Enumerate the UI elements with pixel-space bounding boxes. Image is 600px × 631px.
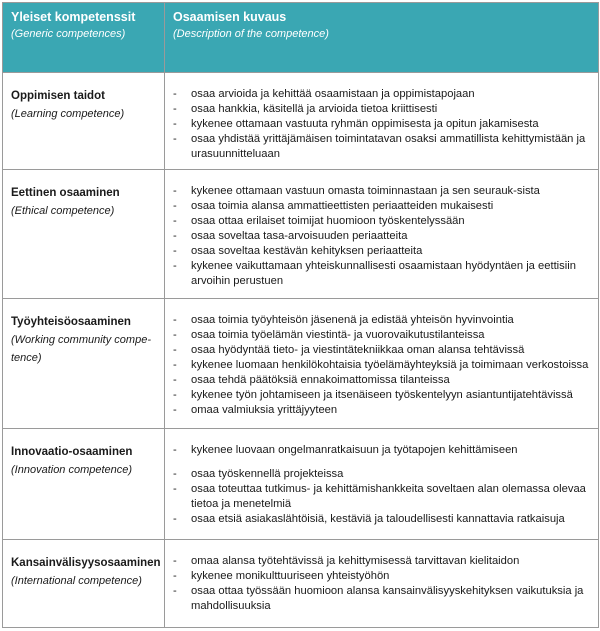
list-item: - kykenee luomaan henkilökohtaisia työelämäyhteyksiä ja toimimaan verkostoissa <box>173 358 590 373</box>
competence-name-cell <box>3 170 165 299</box>
header-description-title: Osaamisen kuvaus <box>173 10 287 24</box>
list-item: - kykenee luovaan ongelmanratkaisuun ja työtapojen kehittämiseen <box>173 443 590 458</box>
table-row <box>3 540 599 628</box>
competence-description-cell <box>165 170 599 299</box>
competence-description-cell <box>165 429 599 540</box>
description-list <box>173 87 590 162</box>
list-item: - osaa arvioida ja kehittää osaamistaan ja oppimistapojaan <box>173 87 590 102</box>
list-item: - osaa soveltaa tasa-arvoisuuden periaatteita <box>173 229 590 244</box>
table-header <box>3 3 599 73</box>
competence-name-cell <box>3 299 165 429</box>
list-item: - kykenee vaikuttamaan yhteiskunnallisesti osaamistaan hyödyntäen ja eettisiin arvoihin perustuen <box>173 259 590 289</box>
list-item: - osaa hankkia, käsitellä ja arvioida tietoa kriittisesti <box>173 102 590 117</box>
competence-description-cell <box>165 73 599 170</box>
list-item: - osaa toimia työyhteisön jäsenenä ja edistää yhteisön hyvinvointia <box>173 313 590 328</box>
list-item: - kykenee ottamaan vastuuta ryhmän oppimisesta ja opitun jakamisesta <box>173 117 590 132</box>
competence-table <box>2 2 599 628</box>
list-item: - osaa etsiä asiakaslähtöisiä, kestäviä ja taloudellisesti kannattavia ratkaisuja <box>173 512 590 527</box>
header-competence <box>3 3 165 73</box>
competence-name-cell <box>3 73 165 170</box>
list-item: - osaa toimia alansa ammattieettisten periaatteiden mukaisesti <box>173 199 590 214</box>
list-item: - omaa valmiuksia yrittäjyyteen <box>173 403 590 418</box>
competence-name-english: (Learning competence) <box>11 108 125 120</box>
table-row <box>3 299 599 429</box>
table-row <box>3 429 599 540</box>
list-item: - osaa tehdä päätöksiä ennakoimattomissa tilanteissa <box>173 373 590 388</box>
competence-name-cell <box>3 429 165 540</box>
description-list <box>173 313 590 418</box>
description-list <box>173 443 590 527</box>
list-item: - kykenee monikulttuuriseen yhteistyöhön <box>173 569 590 584</box>
competence-name-cell <box>3 540 165 628</box>
competence-name-english: (International competence) <box>11 575 142 587</box>
competence-name: Työyhteisöosaaminen <box>11 316 131 328</box>
header-competence-title: Yleiset kompetenssit <box>11 10 136 24</box>
header-row <box>3 3 599 73</box>
header-description <box>165 3 599 73</box>
list-item: - kykenee työn johtamiseen ja itsenäiseen työskentelyyn asiantuntijatehtävissä <box>173 388 590 403</box>
competence-name-english: (Innovation competence) <box>11 464 133 476</box>
competence-name: Eettinen osaaminen <box>11 187 120 199</box>
list-item: - osaa ottaa työssään huomioon alansa kansainvälisyyskehityksen vaikutuksia ja mahdollisuuksia <box>173 584 590 614</box>
table-row <box>3 170 599 299</box>
competence-description-cell <box>165 299 599 429</box>
header-competence-subtitle: (Generic competences) <box>11 28 126 40</box>
list-item: - osaa soveltaa kestävän kehityksen periaatteita <box>173 244 590 259</box>
list-item: - omaa alansa työtehtävissä ja kehittymisessä tarvittavan kielitaidon <box>173 554 590 569</box>
list-item: - osaa toimia työelämän viestintä- ja vuorovaikutustilanteissa <box>173 328 590 343</box>
list-item: - osaa yhdistää yrittäjämäisen toimintatavan osaksi ammatillista kehittymistään ja urasuunnitteluaan <box>173 132 590 162</box>
list-item: - osaa hyödyntää tieto- ja viestintätekniikkaa oman alansa tehtävissä <box>173 343 590 358</box>
competence-description-cell <box>165 540 599 628</box>
competence-name-english: (Working community compe-tence) <box>11 334 151 364</box>
competence-name: Innovaatio-osaaminen <box>11 446 133 458</box>
description-list <box>173 184 590 289</box>
list-item: - osaa ottaa erilaiset toimijat huomioon työskentelyssään <box>173 214 590 229</box>
table-body <box>3 73 599 628</box>
list-item: - osaa työskennellä projekteissa <box>173 467 590 482</box>
list-item: - kykenee ottamaan vastuun omasta toiminnastaan ja sen seurauk-sista <box>173 184 590 199</box>
competence-name-english: (Ethical competence) <box>11 205 115 217</box>
competence-name: Oppimisen taidot <box>11 90 105 102</box>
competence-name: Kansainvälisyysosaaminen <box>11 557 161 569</box>
table-row <box>3 73 599 170</box>
description-list <box>173 554 590 614</box>
header-description-subtitle: (Description of the competence) <box>173 28 329 40</box>
list-item: - osaa toteuttaa tutkimus- ja kehittämishankkeita soveltaen alan olemassa olevaa tietoa ja menetelmiä <box>173 482 590 512</box>
